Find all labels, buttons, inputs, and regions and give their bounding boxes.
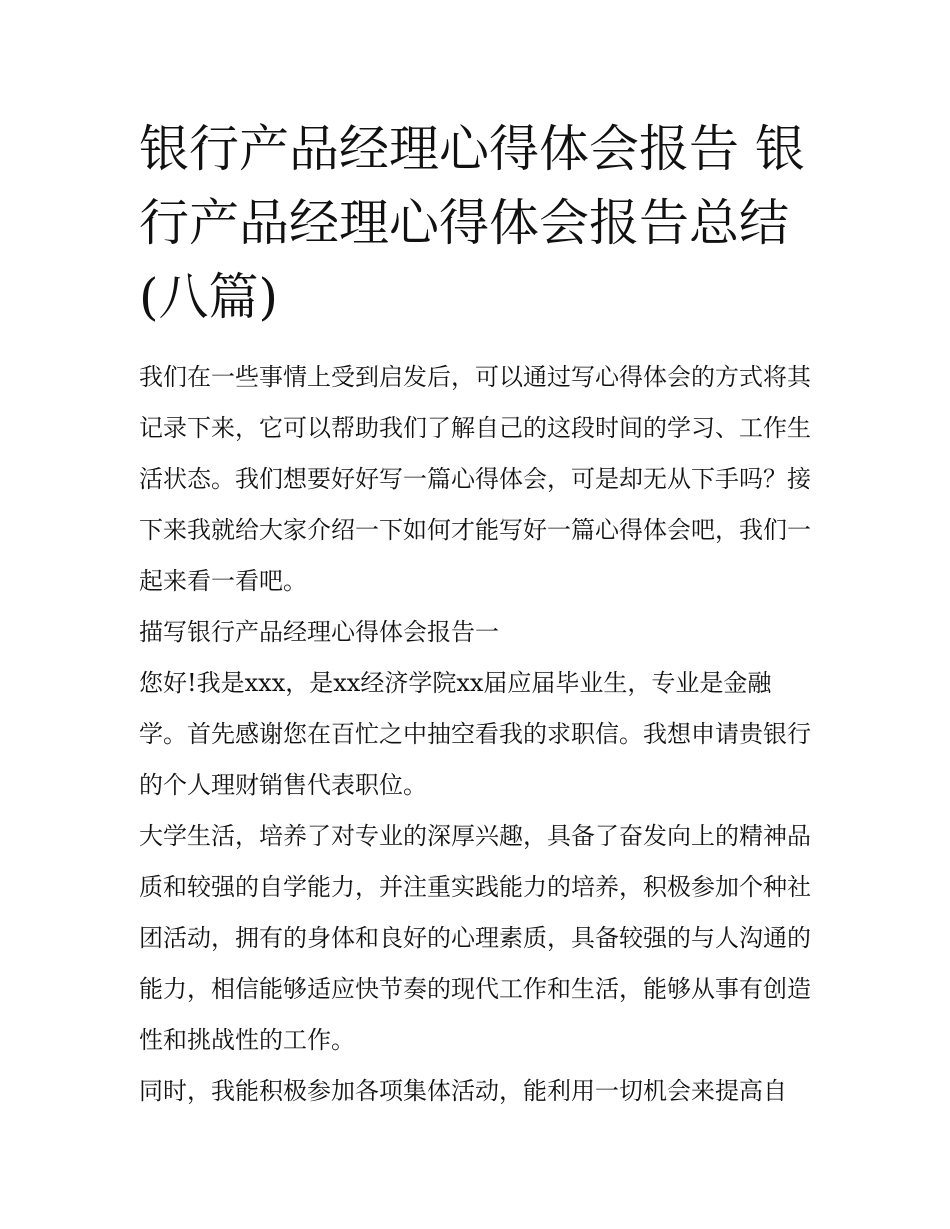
document-title: 银行产品经理心得体会报告 银行产品经理心得体会报告总结(八篇) [139,120,805,326]
intro-paragraph: 我们在一些事情上受到启发后，可以通过写心得体会的方式将其记录下来，它可以帮助我们了解自己的这段时间的学习、工作生活状态。我们想要好好写一篇心得体会，可是却无从下手吗？接下来我就给大家介绍一下如何才能写好一篇心得体会吧，我们一起来看一看吧。 [139,363,811,595]
document-body [139,112,819,1117]
section-heading: 描写银行产品经理心得体会报告一 [139,618,499,646]
body-paragraph-2: 大学生活，培养了对专业的深厚兴趣，具备了奋发向上的精神品质和较强的自学能力，并注重实践能力的培养，积极参加个种社团活动，拥有的身体和良好的心理素质，具备较强的与人沟通的能力，相信能够适应快节奏的现代工作和生活，能够从事有创造性和挑战性的工作。 [139,822,811,1054]
body-paragraph-1: 您好!我是xxx，是xx经济学院xx届应届毕业生，专业是金融学。首先感谢您在百忙之中抽空看我的求职信。我想申请贵银行的个人理财销售代表职位。 [139,669,811,799]
body-paragraph-3: 同时，我能积极参加各项集体活动，能利用一切机会来提高自 [139,1077,787,1105]
